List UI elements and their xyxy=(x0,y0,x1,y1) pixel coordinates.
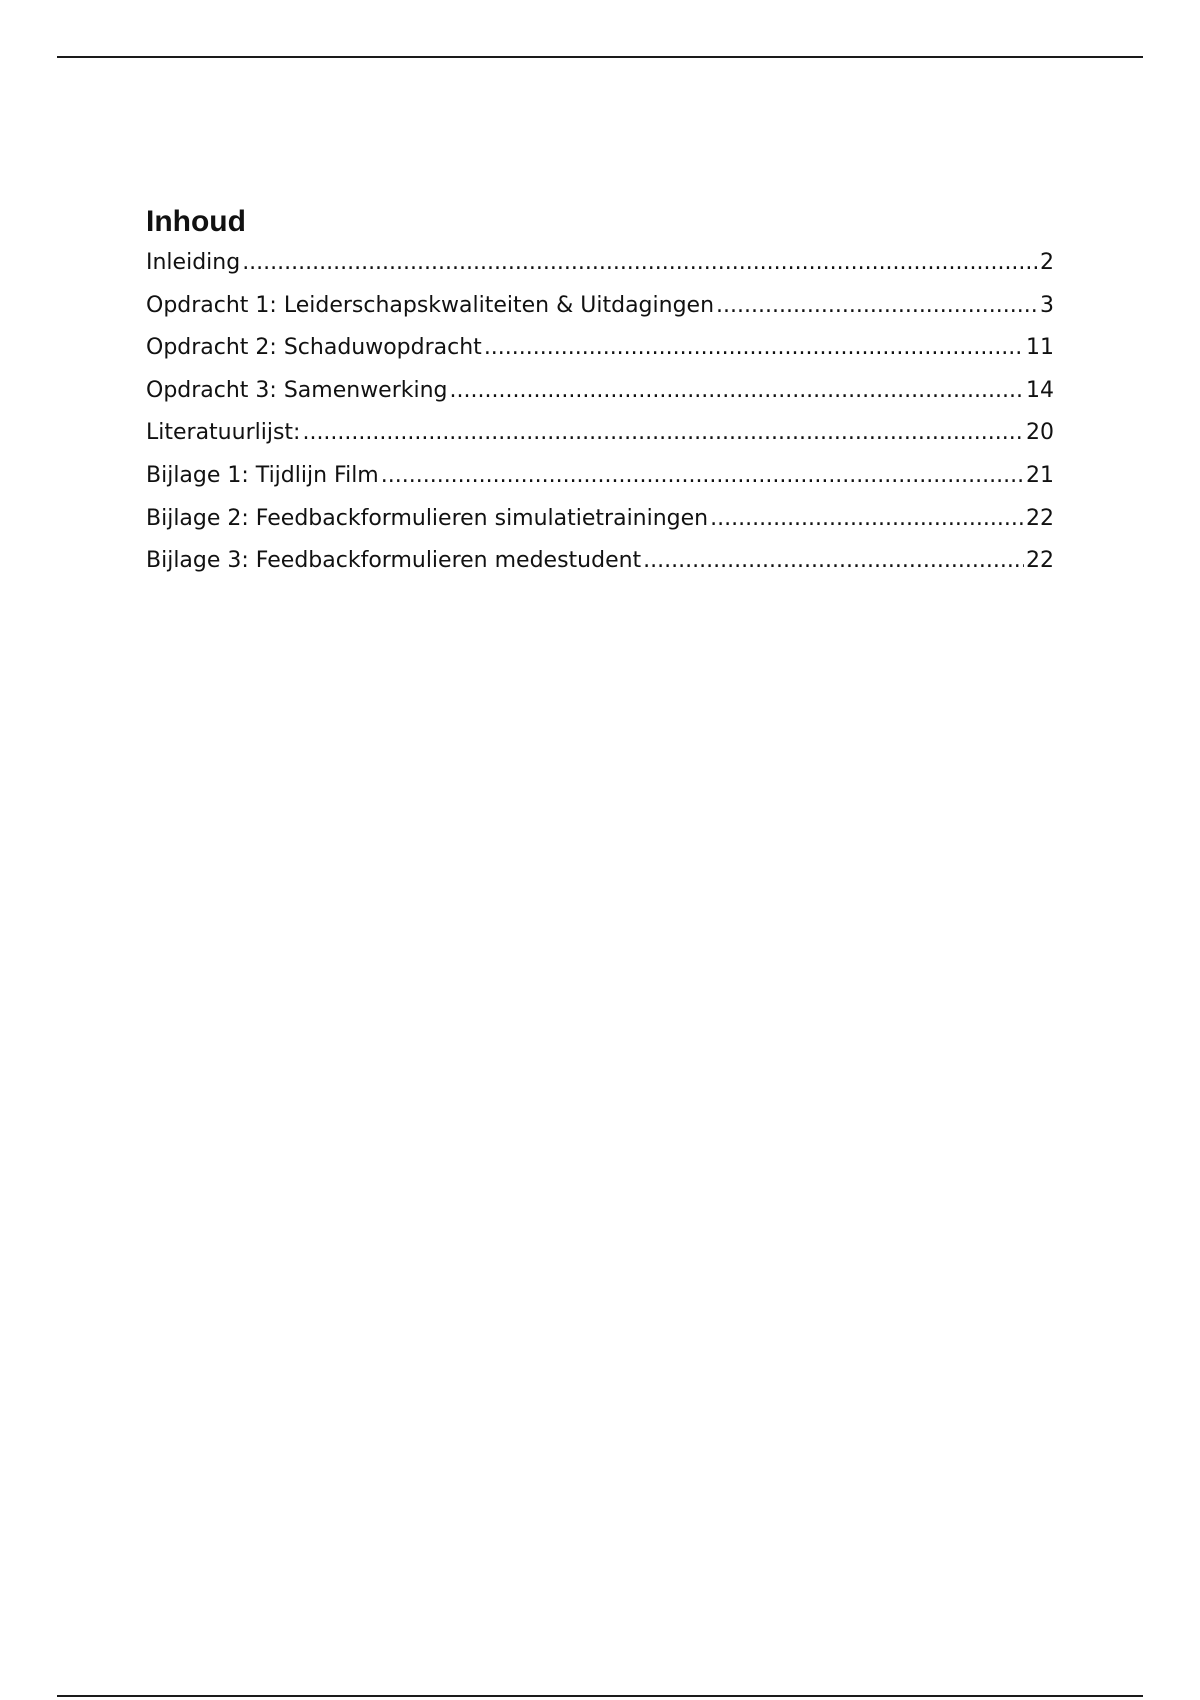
toc-dot-leader xyxy=(381,463,1024,488)
toc-entry-title: Opdracht 3: Samenwerking xyxy=(146,377,448,403)
toc-entry-page: 11 xyxy=(1026,335,1054,361)
toc-list xyxy=(146,250,1054,591)
toc-entry-bijlage-2[interactable] xyxy=(146,506,1054,549)
toc-entry-title: Inleiding xyxy=(146,250,241,275)
footer-rule xyxy=(57,1695,1143,1697)
toc-entry-title: Bijlage 2: Feedbackformulieren simulatietrainingen xyxy=(146,505,709,531)
toc-entry-page: 3 xyxy=(1040,292,1054,318)
toc-entry-opdracht-3[interactable] xyxy=(146,378,1054,421)
toc-dot-leader xyxy=(710,506,1024,531)
toc-dot-leader xyxy=(643,548,1024,573)
toc-entry-page: 22 xyxy=(1026,548,1054,574)
toc-entry-title: Opdracht 1: Leiderschapskwaliteiten & Uitdagingen xyxy=(146,292,715,318)
toc-dot-leader xyxy=(716,293,1038,318)
toc-entry-opdracht-1[interactable] xyxy=(146,293,1054,336)
header-rule xyxy=(57,56,1143,58)
table-of-contents xyxy=(146,200,1054,591)
toc-dot-leader xyxy=(302,420,1024,445)
toc-entry-page: 20 xyxy=(1026,420,1054,446)
toc-dot-leader xyxy=(450,378,1024,403)
toc-entry-page: 14 xyxy=(1026,377,1054,403)
toc-dot-leader xyxy=(242,250,1038,275)
toc-entry-bijlage-3[interactable] xyxy=(146,548,1054,591)
toc-entry-page: 22 xyxy=(1026,505,1054,531)
toc-entry-opdracht-2[interactable] xyxy=(146,335,1054,378)
toc-dot-leader xyxy=(484,335,1024,360)
toc-entry-title: Bijlage 3: Feedbackformulieren medestudent xyxy=(146,548,642,574)
toc-entry-title: Opdracht 2: Schaduwopdracht xyxy=(146,335,482,361)
toc-entry-page: 2 xyxy=(1040,250,1054,275)
toc-heading: Inhoud xyxy=(146,205,246,238)
toc-entry-title: Literatuurlijst: xyxy=(146,420,301,446)
toc-entry-bijlage-1[interactable] xyxy=(146,463,1054,506)
toc-entry-literatuurlijst[interactable] xyxy=(146,420,1054,463)
toc-entry-inleiding[interactable] xyxy=(146,250,1054,293)
toc-entry-page: 21 xyxy=(1026,462,1054,488)
toc-entry-title: Bijlage 1: Tijdlijn Film xyxy=(146,462,379,488)
